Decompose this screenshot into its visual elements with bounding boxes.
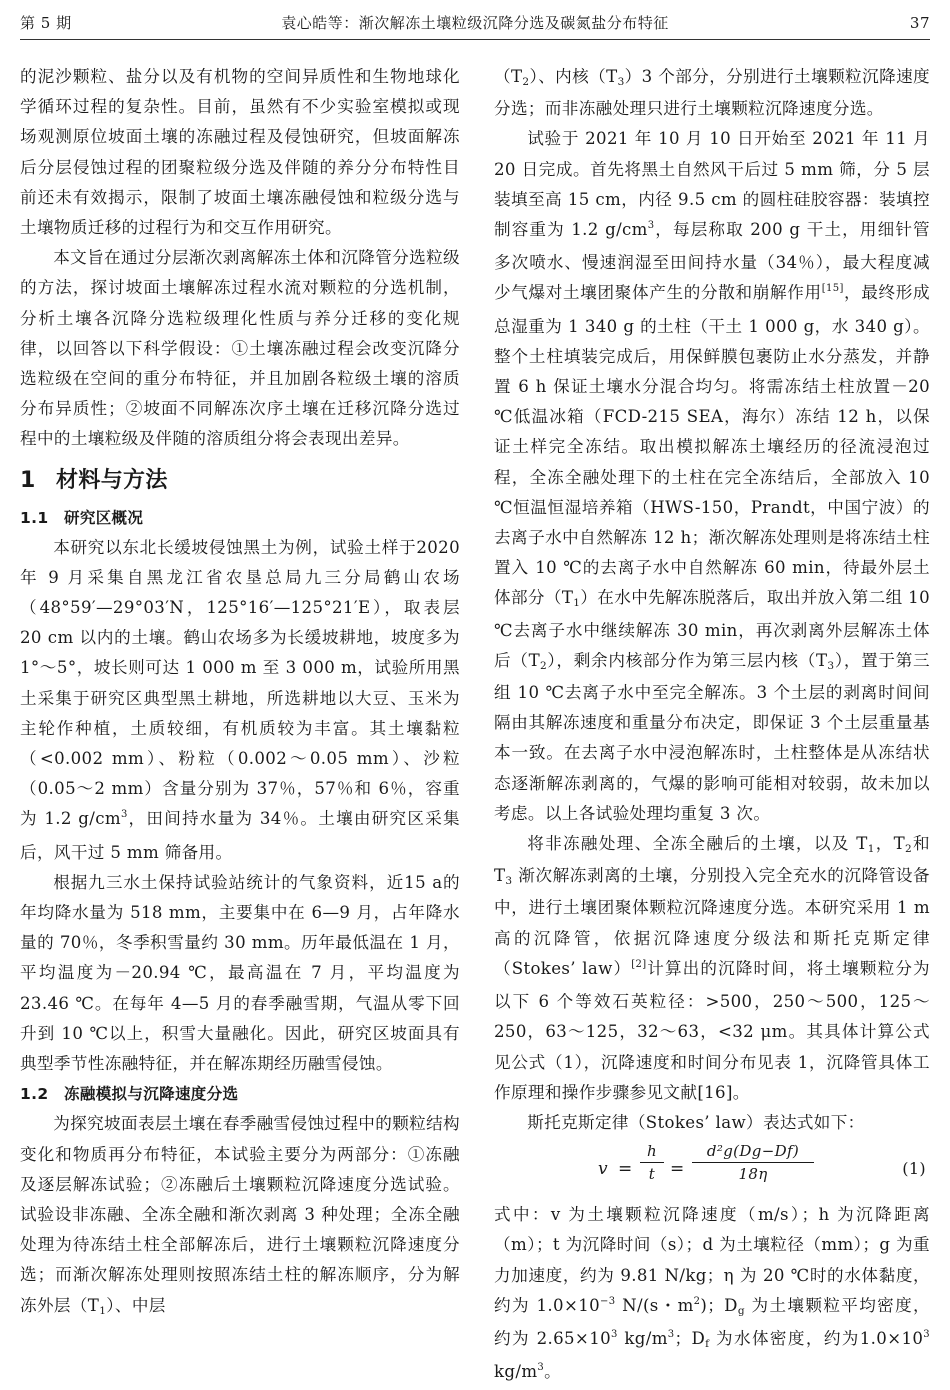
subscript: 2 (905, 843, 913, 856)
text-run: 。 (544, 1362, 562, 1382)
left-column (20, 62, 460, 1323)
fraction-numerator: h (640, 1140, 664, 1163)
header-rule (20, 39, 930, 40)
subsection-title: 冻融模拟与沉降速度分选 (64, 1085, 239, 1104)
text-run: ）在水中先解冻脱落后，取出并放入第二组 10 ℃去离子水中继续解冻 30 min，再次剥离外层解冻土体后（T (494, 588, 930, 670)
paragraph (494, 829, 930, 1108)
text-run: ，T (874, 834, 906, 854)
subscript: 1 (867, 843, 875, 856)
text-run: ）、内核（T (529, 67, 618, 86)
subscript: 3 (617, 76, 625, 88)
fraction-denominator: t (648, 1165, 656, 1184)
text-run: 试验于 2021 年 10 月 10 日开始至 2021 年 11 月20 日完成。首先将黑土自然风干后过 5 mm 筛，分 5 层装填至高 15 cm，内径 9.5 cm 的圆柱硅胶容器：装填控制容重为 1.2 g/cm (494, 129, 930, 240)
subscript: 3 (827, 659, 835, 672)
text-run: ；D (674, 1328, 706, 1348)
subsection-number: 1.1 (20, 508, 49, 527)
subsection-number: 1.2 (20, 1085, 49, 1104)
text-run: ）、中层 (106, 1295, 166, 1315)
subscript: f (705, 1337, 710, 1350)
citation-ref: [15] (821, 283, 844, 295)
superscript: −3 (600, 1295, 616, 1307)
superscript: 3 (667, 1328, 675, 1340)
paragraph (494, 124, 930, 829)
superscript: 3 (537, 1362, 545, 1374)
running-header (20, 8, 930, 38)
text-run: kg/m (617, 1328, 668, 1348)
paragraph (494, 1200, 930, 1390)
text-run: )；D (700, 1295, 738, 1315)
paragraph: 的泥沙颗粒、盐分以及有机物的空间异质性和生物地球化学循环过程的复杂性。目前，虽然有不少实验室模拟或现场观测原位坡面土壤的冻融过程及侵蚀研究，但坡面解冻后分层侵蚀过程的团聚粒级分选及伴随的养分分布特性目前还未有效揭示，限制了坡面土壤冻融侵蚀和粒级分选与土壤物质迁移的过程行为和交互作用研究。 (20, 67, 460, 238)
subsection-heading (20, 503, 460, 533)
paragraph: 根据九三水土保持试验站统计的气象资料，近15 a的年均降水量为 518 mm，主要集中在 6—9 月，占年降水量的 70％，冬季积雪量约 30 mm。历年最低温在 1 月，平均温度为－20.94 ℃，最高温在 7 月，平均温度为 23.46 ℃。在每年 4—5 月的春季融雪期，气温从零下回升到 10 ℃以上，积雪大量融化。因此，研究区坡面具有典型季节性冻融特征，并在解冻期经历融雪侵蚀。 (20, 872, 460, 1074)
fraction-stokes (692, 1140, 814, 1185)
text-run: 为探究坡面表层土壤在春季融雪侵蚀过程中的颗粒结构变化和物质再分布特征，本试验主要分为两部分：①冻融及逐层解冻试验；②冻融后土壤颗粒沉降速度分选试验。试验设非冻融、全冻全融和渐次剥离 3 种处理；全冻全融处理为待冻结土柱全部解冻后，进行土壤颗粒沉降速度分选；而渐次解冻处理则按照冻结土柱的解冻顺序，分为解冻外层（T (20, 1114, 460, 1315)
right-column (494, 62, 930, 1390)
paragraph: 斯托克斯定律（Stokes’ law）表达式如下： (527, 1112, 865, 1132)
section-title: 材料与方法 (56, 467, 168, 493)
text-run: ），置于第三组 10 ℃去离子水中至完全解冻。3 个土层的剥离时间间隔由其解冻速度和重量分布决定，即保证 3 个土层重量基本一致。在去离子水中浸泡解冻时，土柱整体是从冻结状态逐渐解冻剥离的，气爆的影响可能相对较弱，故未加以考虑。以上各试验处理均重复 3 次。 (494, 650, 930, 823)
text-run: 为土壤颗粒平均密度，约为 2.65×10 (494, 1295, 931, 1348)
equation-number: (1) (902, 1159, 926, 1179)
text-run: 本研究以东北长缓坡侵蚀黑土为例，试验土样于2020 年 9 月采集自黑龙江省农垦总局九三分局鹤山农场（48°59′—29°03′N，125°16′—125°21′E），取表层 20 cm 以内的土壤。鹤山农场多为长缓坡耕地，坡度多为 1°～5°，坡长则可达 1 000 m 至 3 000 m，试验所用黑土采集于研究区典型黑土耕地，所选耕地以大豆、玉米为主轮作种植，土质较细，有机质较为丰富。其土壤黏粒（<0.002 mm）、粉粒（0.002～0.05 mm）、沙粒（0.05～2 mm）含量分别为 37％，57％和 6％，容重为 1.2 g/cm (20, 537, 460, 829)
section-number: 1 (20, 467, 36, 493)
text-run: kg/m (494, 1362, 538, 1382)
paragraph (20, 1109, 460, 1322)
text-run: （T (494, 67, 523, 86)
fraction-h-over-t (640, 1140, 664, 1185)
text-run: ，每层称取 200 g 干土，用细针管多次喷水、慢速润湿至田间持水量（34％），最大程度减少气爆对土壤团聚体产生的分散和崩解作用 (494, 220, 930, 303)
superscript: 3 (923, 1328, 931, 1340)
formula-lhs: v (598, 1159, 608, 1180)
subsection-heading (20, 1079, 460, 1109)
subscript: 3 (505, 875, 513, 888)
superscript: 3 (647, 220, 655, 232)
text-run: ）3 个部分，分别进行土壤颗粒沉降速度分选；而非冻融处理只进行土壤颗粒沉降速度分选。 (494, 67, 931, 119)
paragraph (20, 533, 460, 868)
fraction-denominator: 18η (738, 1165, 768, 1184)
text-run: 计算出的沉降时间，将土壤颗粒分为以下 6 个等效石英粒径：>500，250～500，125～250，63～125，32～63，<32 μm。其具体计算公式见公式（1），沉降速度和时间分布见表 1，沉降管具体工作原理和操作步骤参见文献[16]。 (494, 958, 931, 1102)
subscript: 1 (573, 597, 581, 610)
subscript: g (737, 1304, 745, 1317)
text-run: ，最终形成总湿重为 1 340 g 的土柱（干土 1 000 g，水 340 g）。整个土柱填装完成后，用保鲜膜包裹防止水分蒸发，并静置 6 h 保证土壤水分混合均匀。将需冻结土柱放置－20 ℃低温冰箱（FCD-215 SEA，海尔）冻结 12 h，以保证土样完全冻结。取出模拟解冻土壤经历的径流浸泡过程，全冻全融处理下的土柱在完全冻结后，全部放入 10 ℃恒温恒湿培养箱（HWS-150，Prandt，中国宁波）的去离子水中自然解冻 12 h；渐次解冻处理则是将冻结土柱置入 10 ℃的去离子水中自然解冻 60 min，待最外层土体部分（T (494, 283, 930, 608)
text-run: 和 T (494, 834, 930, 886)
superscript: 2 (693, 1295, 701, 1307)
citation-ref: [2] (631, 958, 647, 970)
superscript: 3 (120, 809, 128, 821)
subscript: 2 (522, 76, 530, 88)
text-run: ），剩余内核部分作为第三层内核（T (547, 650, 828, 670)
subscript: 1 (99, 1304, 107, 1317)
text-run: 渐次解冻剥离的土壤，分别投入完全充水的沉降管设备中，进行土壤团聚体颗粒沉降速度分选。本研究采用 1 m 高的沉降管，依据沉降速度分级法和斯托克斯定律（Stokes’ law） (494, 866, 930, 978)
stokes-formula (494, 1140, 930, 1198)
text-run: 为水体密度，约为1.0×10 (709, 1328, 924, 1348)
subscript: 2 (540, 659, 548, 672)
issue-label: 第 5 期 (20, 14, 72, 32)
running-title: 袁心皓等：渐次解冻土壤粒级沉降分选及碳氮盐分布特征 (281, 14, 669, 32)
text-run: 式中：v 为土壤颗粒沉降速度（m/s）；h 为沉降距离（m）；t 为沉降时间（s）；d 为土壤粒径（mm）；g 为重力加速度，约为 9.81 N/kg；η 为 20 ℃时的水体黏度，约为 1.0×10 (494, 1205, 930, 1315)
text-run: 将非冻融处理、全冻全融后的土壤，以及 T (527, 834, 868, 854)
superscript: 3 (611, 1328, 618, 1340)
page-number: 37 (909, 14, 930, 32)
text-run: N/(s・m (615, 1295, 694, 1315)
subsection-title: 研究区概况 (64, 508, 144, 527)
section-heading (20, 461, 460, 501)
equals-sign: = (670, 1159, 685, 1180)
fraction-numerator: d²g(Dg−Df) (692, 1140, 814, 1163)
text-run: ，田间持水量为 34％。土壤由研究区采集后，风干过 5 mm 筛备用。 (20, 809, 460, 862)
paragraph (494, 62, 930, 124)
paragraph: 本文旨在通过分层渐次剥离解冻土体和沉降管分选粒级的方法，探讨坡面土壤解冻过程水流对颗粒的分选机制，分析土壤各沉降分选粒级理化性质与养分迁移的变化规律，以回答以下科学假设：①土壤冻融过程会改变沉降分选粒级在空间的重分布特征，并且加剧各粒级土壤的溶质分布异质性；②坡面不同解冻次序土壤在迁移沉降分选过程中的土壤粒级及伴随的溶质组分将会表现出差异。 (20, 248, 460, 449)
equals-sign: = (618, 1159, 633, 1180)
